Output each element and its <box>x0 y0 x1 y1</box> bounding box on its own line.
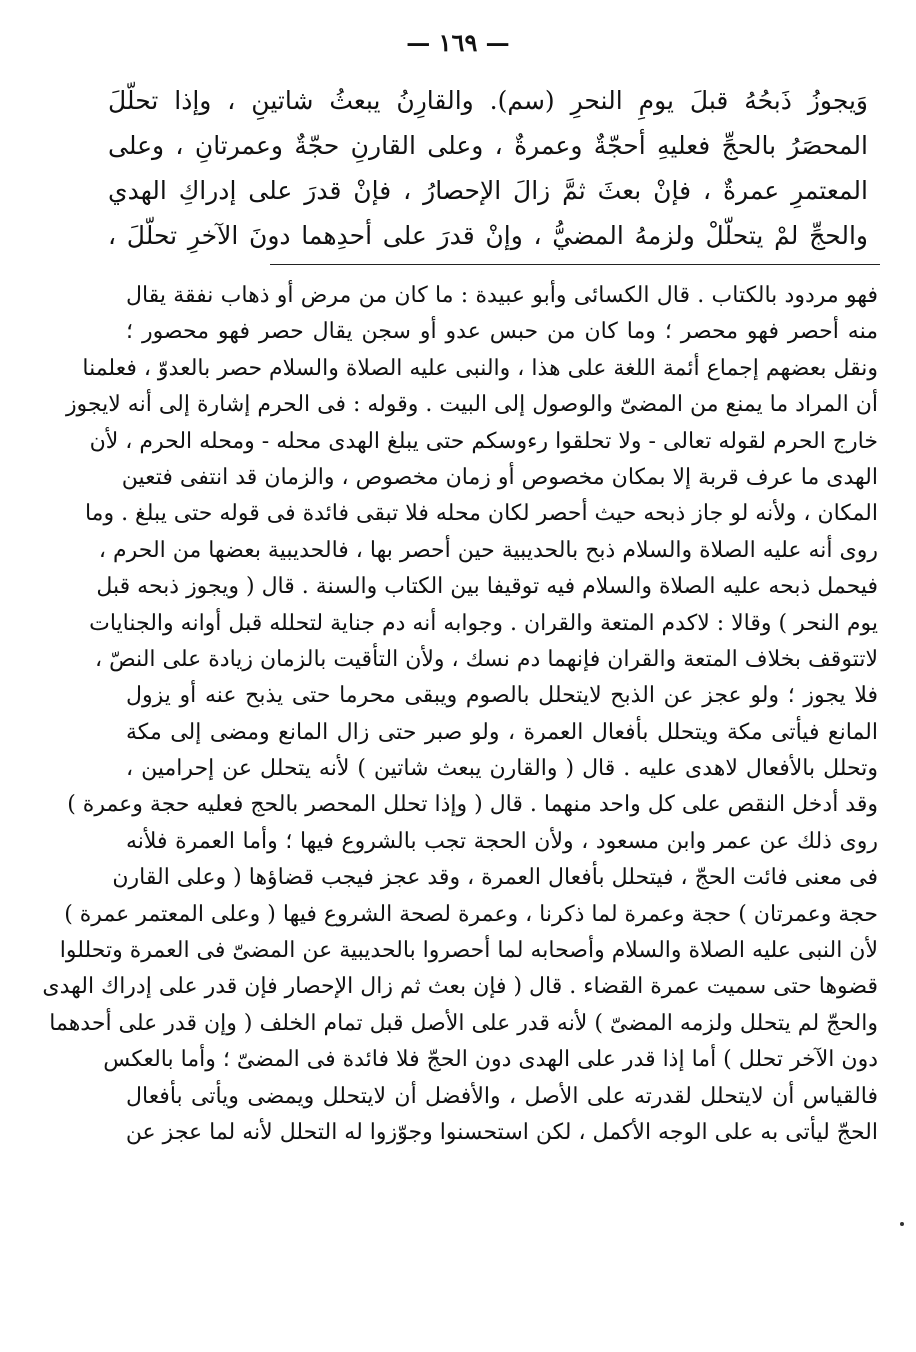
commentary-line: يوم النحر ) وقالا : لاكدم المتعة والقران . وجوابه أنه دم جناية لتحلله قبل أوانه والجنايات <box>89 610 878 636</box>
commentary-line: وقد أدخل النقص على كل واحد منهما . قال ( وإذا تحلل المحصر بالحج فعليه حجة وعمرة ) <box>67 792 878 818</box>
commentary-line: لاتتوقف بخلاف المتعة والقران فإنهما دم نسك ، ولأن التأقيت بالزمان زيادة على النصّ ، <box>95 646 878 672</box>
commentary-line: والحجّ لم يتحلل ولزمه المضىّ ) لأنه قدر على الأصل قبل تمام الخلف ( وإن قدر على أحدهما <box>49 1010 878 1036</box>
commentary-line: الحجّ ليأتى به على الوجه الأكمل ، لكن استحسنوا وجوّزوا له التحلل لأنه لما عجز عن <box>125 1119 878 1145</box>
commentary-line: ونقل بعضهم إجماع أئمة اللغة على هذا ، والنبى عليه الصلاة والسلام حصر بالعدوّ ، فعلمنا <box>82 355 878 381</box>
commentary-line: قضوها حتى سميت عمرة القضاء . قال ( فإن بعث ثم زال الإحصار فإن قدر على إدراك الهدى <box>42 974 878 1000</box>
commentary-line: المكان ، ولأنه لو جاز ذبحه حيث أحصر لكان محله فلا تبقى فائدة فى قوله حتى يبلغ . وما <box>84 501 878 527</box>
commentary-text-block <box>42 278 878 1151</box>
commentary-line: فهو مردود بالكتاب . قال الكسائى وأبو عبيدة : ما كان من مرض أو ذهاب نفقة يقال <box>126 283 878 308</box>
main-text-line: المعتمرِ عمرةٌ ، فإنْ بعثَ ثمَّ زالَ الإحصارُ ، فإنْ قدرَ على إدراكِ الهدي <box>108 176 868 205</box>
main-text-line: وَيجوزُ ذَبحُهُ قبلَ يومِ النحرِ (سم). والقارِنُ يبعثُ شاتينِ ، وإذا تحلّلَ <box>108 86 868 115</box>
commentary-line: فيحمل ذبحه عليه الصلاة والسلام فيه توقيفا بين الكتاب والسنة . قال ( ويجوز ذبحه قبل <box>96 574 878 600</box>
commentary-line: روى ذلك عن عمر وابن مسعود ، ولأن الحجة تجب بالشروع فيها ؛ وأما العمرة فلأنه <box>126 828 878 854</box>
commentary-line: المانع فيأتى مكة ويتحلل بأفعال العمرة ، ولو صبر حتى زال المانع ومضى إلى مكة <box>126 719 878 745</box>
main-text-line: المحصَرُ بالحجِّ فعليهِ أحجّةٌ وعمرةٌ ، وعلى القارنِ حجّةٌ وعمرتانِ ، وعلى <box>108 131 868 160</box>
commentary-line: منه أحصر فهو محصر ؛ وما كان من حبس عدو أو سجن يقال حصر فهو محصور ؛ <box>126 319 878 345</box>
margin-mark <box>900 1222 904 1226</box>
commentary-line: خارج الحرم لقوله تعالى - ولا تحلقوا رءوسكم حتى يبلغ الهدى محله - ومحله الحرم ، لأن <box>89 428 878 454</box>
commentary-line: دون الآخر تحلل ) أما إذا قدر على الهدى دون الحجّ فلا فائدة فى المضىّ ؛ وأما بالعكس <box>103 1047 878 1073</box>
commentary-line: فى معنى فائت الحجّ ، فيتحلل بأفعال العمرة ، وقد عجز فيجب قضاؤها ( وعلى القارن <box>112 865 878 891</box>
commentary-line: فالقياس أن لايتحلل لقدرته على الأصل ، والأفضل أن لايتحلل ويمضى ويأتى بأفعال <box>126 1083 878 1109</box>
section-divider <box>270 264 880 265</box>
commentary-line: حجة وعمرتان ) حجة وعمرة لما ذكرنا ، وعمرة لصحة الشروع فيها ( وعلى المعتمر عمرة ) <box>64 901 878 927</box>
commentary-line: أن المراد ما يمنع من المضىّ والوصول إلى البيت . وقوله : فى الحرم إشارة إلى أنه لايجوز <box>65 392 878 418</box>
page-number: — ١٦٩ — <box>406 28 510 57</box>
commentary-line: وتحلل بالأفعال لاهدى عليه . قال ( والقارن يبعث شاتين ) لأنه يتحلل عن إحرامين ، <box>126 756 878 782</box>
commentary-line: روى أنه عليه الصلاة والسلام ذبح بالحديبية حين أحصر بها ، فالحديبية بعضها من الحرم ، <box>98 537 878 563</box>
commentary-line: الهدى ما عرف قربة إلا بمكان مخصوص أو زمان مخصوص ، والزمان قد انتفى فتعين <box>121 464 878 490</box>
main-text-block <box>108 78 868 258</box>
commentary-line: فلا يجوز ؛ ولو عجز عن الذبح لايتحلل بالصوم ويبقى محرما حتى يذبح عنه أو يزول <box>126 683 878 709</box>
commentary-line: لأن النبى عليه الصلاة والسلام وأصحابه لما أحصروا بالحديبية عن المضىّ فى العمرة وتحللوا <box>59 938 878 964</box>
main-text-line: والحجِّ لمْ يتحلّلْ ولزمهُ المضيُّ ، وإنْ قدرَ على أحدِهما دونَ الآخرِ تحلّلَ ، <box>108 221 868 250</box>
